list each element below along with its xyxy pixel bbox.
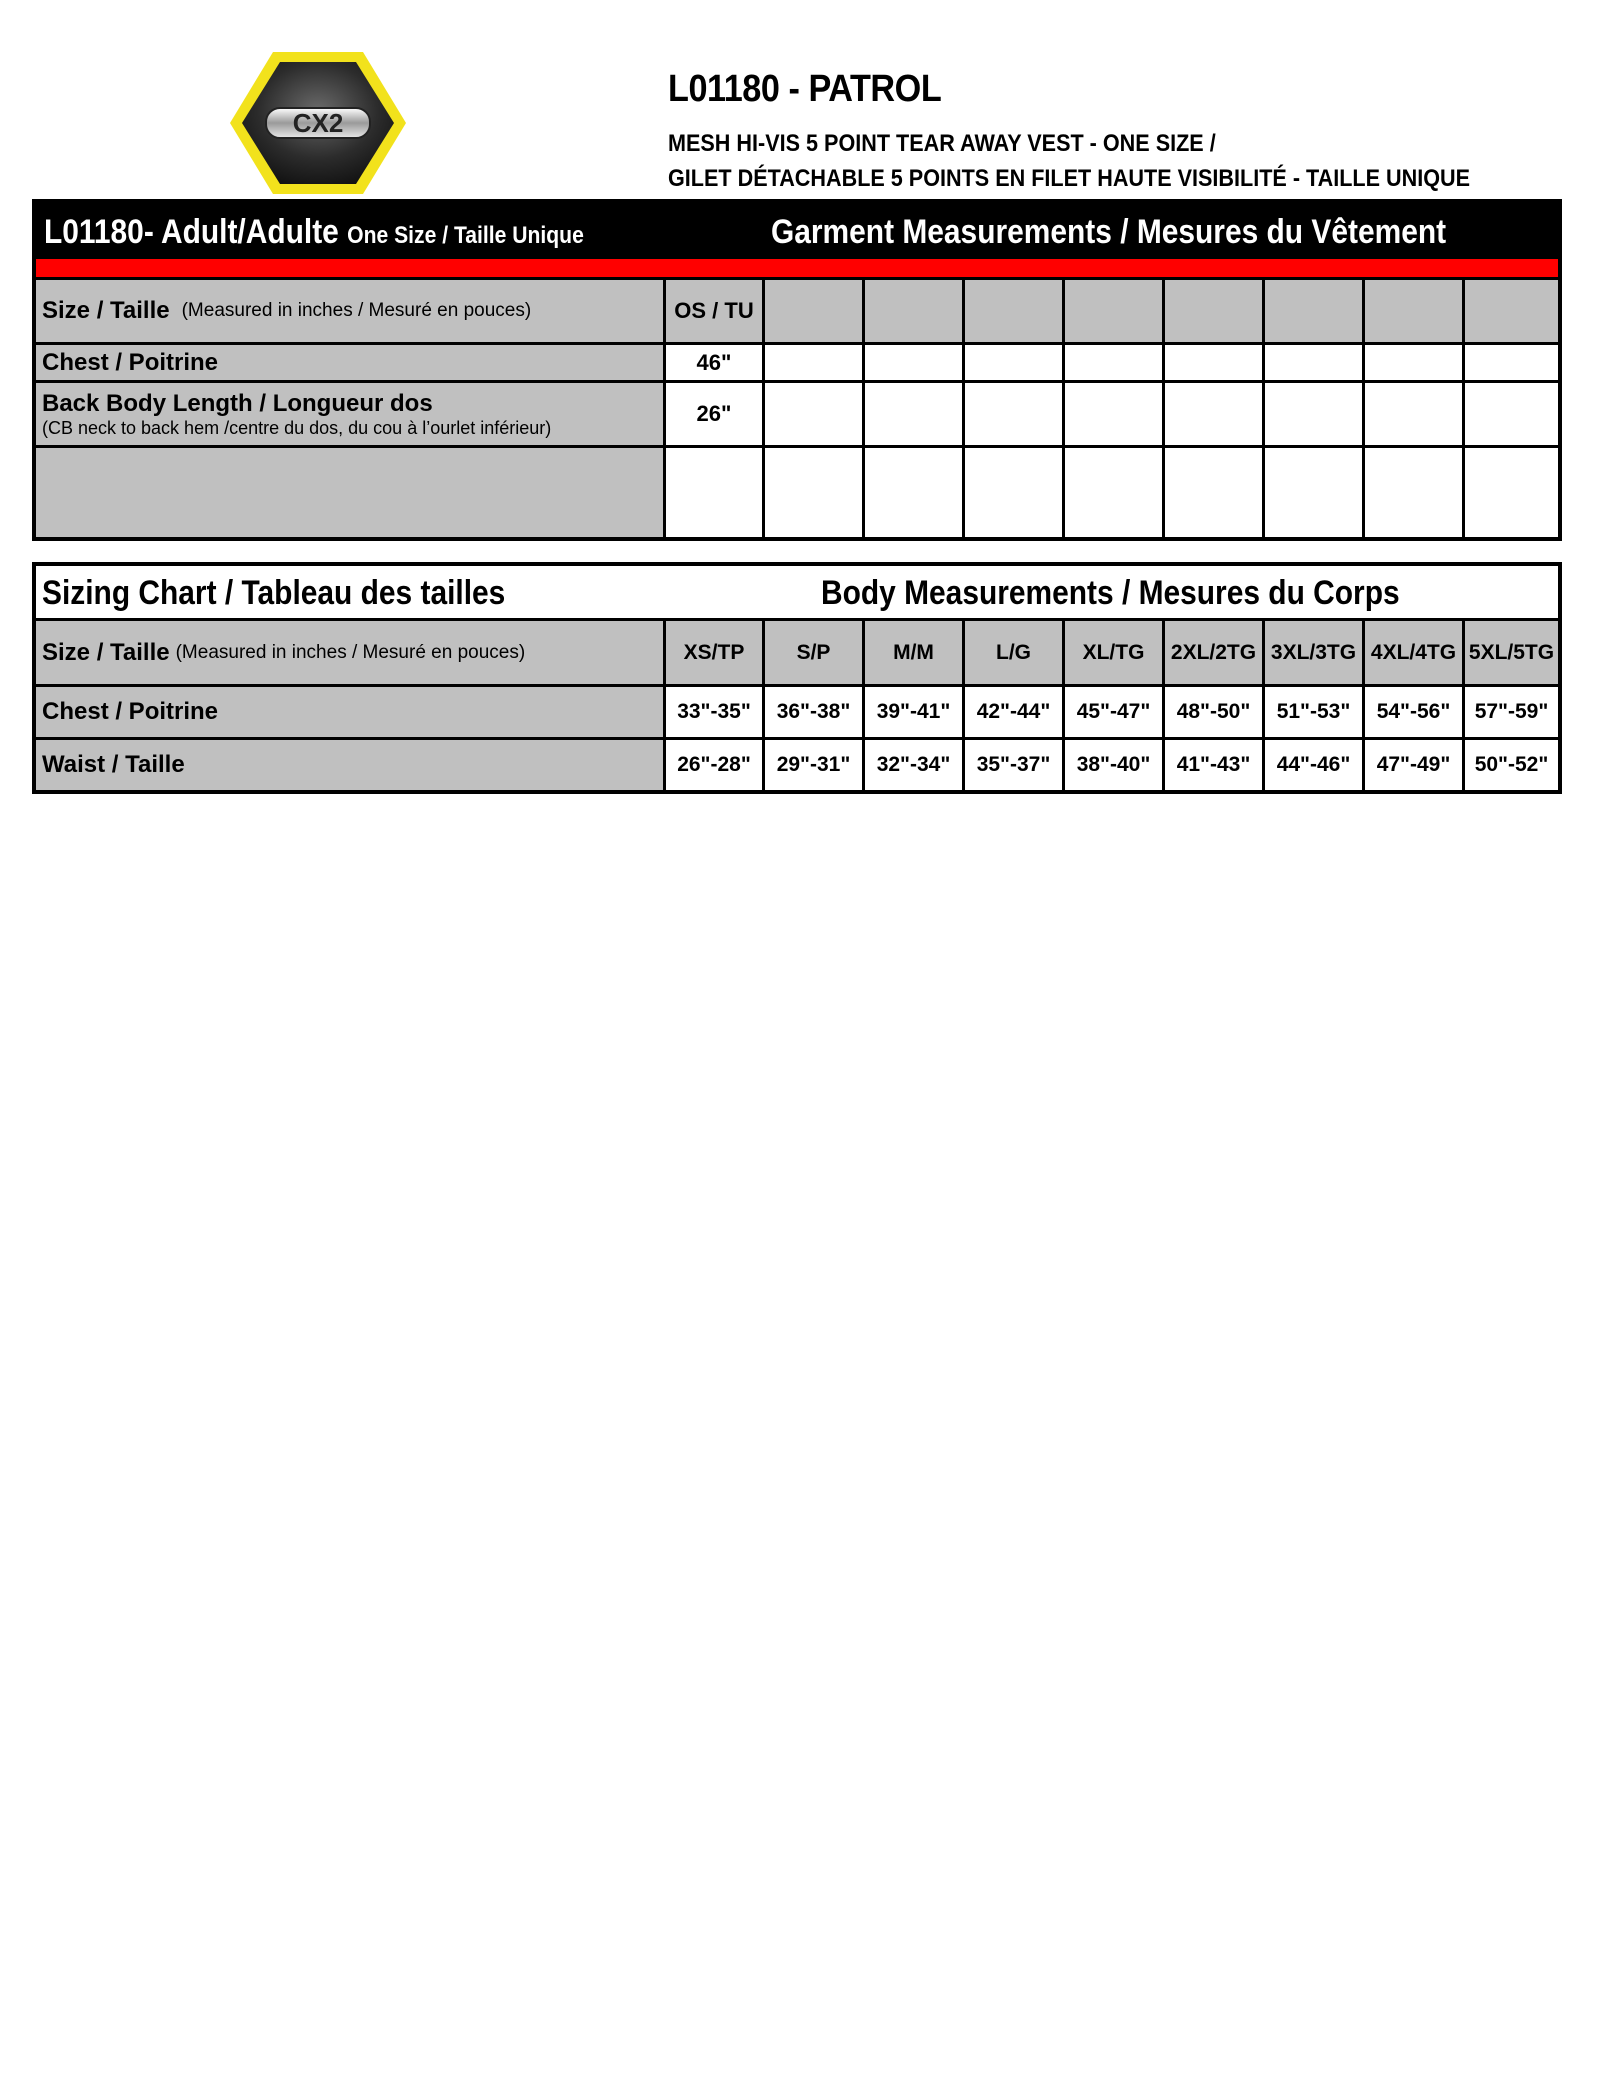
body-size-cell: M/M: [865, 621, 962, 684]
svg-text:CX2: CX2: [292, 108, 344, 138]
garment-back-note: (CB neck to back hem /centre du dos, du cou à l’ourlet inférieur): [42, 417, 552, 438]
body-table-header: [36, 566, 1558, 618]
garment-table-title: L01180- Adult/Adulte: [44, 213, 339, 251]
body-chest-value: 42"-44": [965, 687, 1062, 737]
garment-chest-empty: [1465, 345, 1558, 380]
body-size-cell: XL/TG: [1065, 621, 1162, 684]
body-waist-value: 50"-52": [1465, 740, 1558, 790]
body-chest-value: 48"-50": [1165, 687, 1262, 737]
product-subtitle-en: MESH HI-VIS 5 POINT TEAR AWAY VEST - ONE SIZE /: [668, 130, 1216, 157]
garment-chest-empty: [1065, 345, 1162, 380]
garment-chest-empty: [1265, 345, 1362, 380]
body-size-cell: 4XL/4TG: [1365, 621, 1462, 684]
garment-empty-cell: [865, 448, 962, 537]
garment-back-empty: [1065, 383, 1162, 445]
body-measurements-table: [32, 562, 1562, 794]
body-waist-value: 29"-31": [765, 740, 862, 790]
garment-chest-empty: [765, 345, 862, 380]
garment-table-header: [36, 203, 1558, 259]
body-chest-value: 57"-59": [1465, 687, 1558, 737]
body-waist-label: Waist / Taille: [36, 740, 663, 790]
body-size-cell: S/P: [765, 621, 862, 684]
red-divider-bar: [36, 259, 1558, 277]
garment-size-empty: [1065, 280, 1162, 342]
body-size-cell: 2XL/2TG: [1165, 621, 1262, 684]
body-size-note: (Measured in inches / Mesuré en pouces): [175, 641, 526, 663]
garment-back-empty: [965, 383, 1062, 445]
body-waist-value: 32"-34": [865, 740, 962, 790]
garment-chest-empty: [1365, 345, 1462, 380]
body-size-cell: L/G: [965, 621, 1062, 684]
body-waist-value: 35"-37": [965, 740, 1062, 790]
body-chest-value: 45"-47": [1065, 687, 1162, 737]
body-chest-label: Chest / Poitrine: [36, 687, 663, 737]
body-waist-value: 41"-43": [1165, 740, 1262, 790]
garment-back-empty: [865, 383, 962, 445]
body-size-cell: XS/TP: [666, 621, 762, 684]
garment-size-empty: [1265, 280, 1362, 342]
garment-chest-value: 46": [666, 345, 762, 380]
garment-empty-cell: [666, 448, 762, 537]
product-subtitle-fr: GILET DÉTACHABLE 5 POINTS EN FILET HAUTE VISIBILITÉ - TAILLE UNIQUE: [668, 165, 1471, 192]
garment-size-cell: OS / TU: [666, 280, 762, 342]
garment-chest-label: Chest / Poitrine: [36, 345, 663, 380]
body-waist-value: 47"-49": [1365, 740, 1462, 790]
garment-size-empty: [765, 280, 862, 342]
cx2-logo: [228, 48, 408, 198]
body-waist-value: 44"-46": [1265, 740, 1362, 790]
garment-size-empty: [965, 280, 1062, 342]
garment-back-empty: [1165, 383, 1262, 445]
garment-back-empty: [1465, 383, 1558, 445]
body-table-heading: Body Measurements / Mesures du Corps: [821, 574, 1400, 612]
body-chest-value: 36"-38": [765, 687, 862, 737]
body-waist-value: 26"-28": [666, 740, 762, 790]
garment-size-label-cell: [36, 280, 663, 342]
garment-back-empty: [1265, 383, 1362, 445]
garment-chest-empty: [1165, 345, 1262, 380]
garment-table-size-note: One Size / Taille Unique: [347, 222, 584, 249]
body-size-label-cell: [36, 621, 663, 684]
garment-chest-empty: [865, 345, 962, 380]
garment-back-label-cell: [36, 383, 663, 445]
body-chest-value: 39"-41": [865, 687, 962, 737]
body-size-label: Size / Taille: [42, 638, 170, 666]
body-chest-value: 33"-35": [666, 687, 762, 737]
body-size-cell: 5XL/5TG: [1465, 621, 1558, 684]
garment-empty-cell: [1065, 448, 1162, 537]
garment-size-note: (Measured in inches / Mesuré en pouces): [181, 300, 532, 321]
garment-size-empty: [1165, 280, 1262, 342]
garment-empty-cell: [1265, 448, 1362, 537]
product-title: L01180 - PATROL: [668, 68, 942, 110]
garment-measurements-table: [32, 199, 1562, 541]
garment-size-empty: [865, 280, 962, 342]
body-size-cell: 3XL/3TG: [1265, 621, 1362, 684]
body-chest-value: 54"-56": [1365, 687, 1462, 737]
garment-table-heading: Garment Measurements / Mesures du Vêtement: [771, 213, 1447, 251]
garment-empty-label: [36, 448, 663, 537]
garment-back-value: 26": [666, 383, 762, 445]
garment-empty-cell: [765, 448, 862, 537]
garment-size-empty: [1465, 280, 1558, 342]
body-waist-value: 38"-40": [1065, 740, 1162, 790]
garment-empty-cell: [965, 448, 1062, 537]
garment-empty-cell: [1165, 448, 1262, 537]
garment-back-label: Back Body Length / Longueur dos: [42, 389, 433, 417]
body-chest-value: 51"-53": [1265, 687, 1362, 737]
garment-empty-cell: [1465, 448, 1558, 537]
garment-empty-cell: [1365, 448, 1462, 537]
garment-size-empty: [1365, 280, 1462, 342]
garment-chest-empty: [965, 345, 1062, 380]
garment-size-label: Size / Taille: [42, 297, 170, 324]
sizing-chart-title: Sizing Chart / Tableau des tailles: [42, 574, 506, 612]
garment-back-empty: [765, 383, 862, 445]
garment-back-empty: [1365, 383, 1462, 445]
